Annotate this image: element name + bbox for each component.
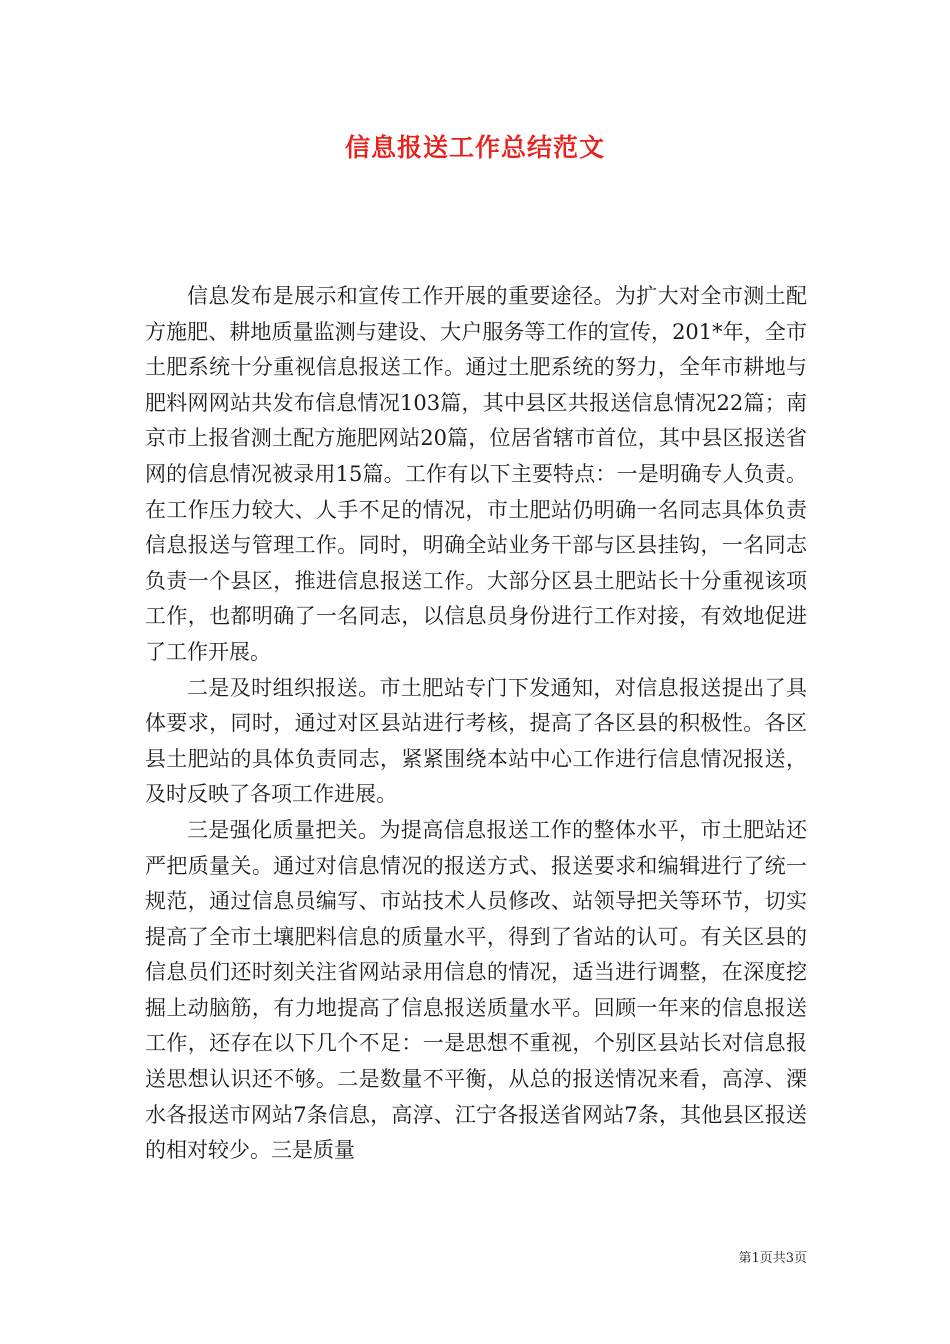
paragraph-1: 信息发布是展示和宣传工作开展的重要途径。为扩大对全市测土配方施肥、耕地质量监测与建设、大户服务等工作的宣传，201*年，全市土肥系统十分重视信息报送工作。通过土肥系统的努力，全年市耕地与肥料网网站共发布信息情况103篇，其中县区共报送信息情况22篇；南京市上报省测土配方施肥网站20篇，位居省辖市首位，其中县区报送省网的信息情况被录用15篇。工作有以下主要特点：一是明确专人负责。在工作压力较大、人手不足的情况，市土肥站仍明确一名同志具体负责信息报送与管理工作。同时，明确全站业务干部与区县挂钩，一名同志负责一个县区，推进信息报送工作。大部分区县土肥站长十分重视该项工作，也都明确了一名同志，以信息员身份进行工作对接，有效地促进了工作开展。 <box>145 284 807 664</box>
paragraph-2: 二是及时组织报送。市土肥站专门下发通知，对信息报送提出了具体要求，同时，通过对区县站进行考核，提高了各区县的积极性。各区县土肥站的具体负责同志，紧紧围绕本站中心工作进行信息情况报送，及时反映了各项工作进展。 <box>145 675 807 807</box>
document-title: 信息报送工作总结范文 <box>344 133 605 162</box>
document-body <box>145 279 807 1169</box>
page-number-footer: 第1页共3页 <box>738 1251 807 1266</box>
paragraph-3: 三是强化质量把关。为提高信息报送工作的整体水平，市土肥站还严把质量关。通过对信息情况的报送方式、报送要求和编辑进行了统一规范，通过信息员编写、市站技术人员修改、站领导把关等环节，切实提高了全市土壤肥料信息的质量水平，得到了省站的认可。有关区县的信息员们还时刻关注省网站录用信息的情况，适当进行调整，在深度挖掘上动脑筋，有力地提高了信息报送质量水平。回顾一年来的信息报送工作，还存在以下几个不足：一是思想不重视，个别区县站长对信息报送思想认识还不够。二是数量不平衡，从总的报送情况来看，高淳、溧水各报送市网站7条信息，高淳、江宁各报送省网站7条，其他县区报送的相对较少。三是质量 <box>145 817 807 1163</box>
